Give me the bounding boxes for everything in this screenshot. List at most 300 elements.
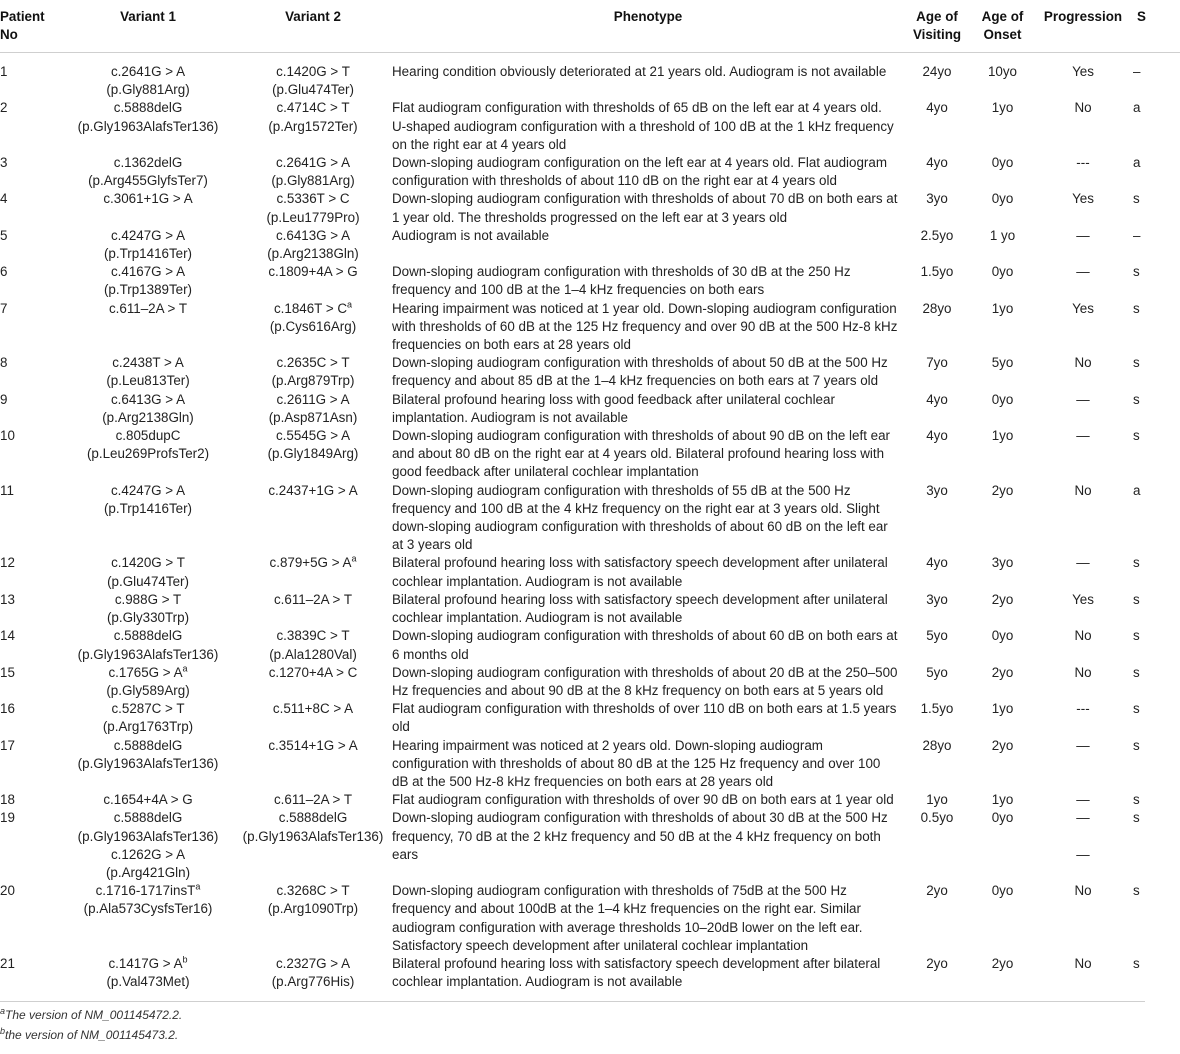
variant-2-cdna-text: c.4714C > T [276, 100, 350, 116]
cell-age-of-visiting: 5yo [926, 628, 948, 644]
cell-age-of-visiting: 2.5yo [920, 227, 954, 243]
cell-age-of-visiting: 4yo [926, 428, 948, 444]
cell-progression [1039, 53, 1127, 100]
variant-1-protein [60, 81, 236, 99]
table-row [0, 190, 1180, 226]
variant-1-protein-text: (p.Val473Met) [106, 974, 190, 990]
variant-2-protein-text: (p.Asp871Asn) [268, 409, 358, 425]
header-last-column: S [1127, 0, 1180, 53]
variant-1-protein [60, 372, 236, 390]
cell-phenotype: Down-sloping audiogram configuration with thresholds of about 70 dB on both ears at 1 year old. The thresholds progressed on the left ear at 3 years old [392, 191, 898, 225]
variant-1-protein-text: (p.Gly589Arg) [106, 682, 190, 698]
cell-age-of-onset: 10yo [987, 64, 1018, 79]
cell-age-of-visiting: 0.5yo [920, 810, 954, 826]
cell-phenotype: Down-sloping audiogram configuration with thresholds of about 20 dB at the 250–500 Hz frequencies and about 90 dB at the 8 kHz frequency on both ears at 5 years old [392, 664, 898, 698]
variant-1-cdna-text: c.5888delG [113, 810, 183, 826]
cell-age-of-onset: 0yo [991, 391, 1014, 407]
progression-value: — [1076, 428, 1090, 444]
variant-2-cdna-text: c.2641G > A [275, 155, 351, 171]
table-row [0, 263, 1180, 299]
variant-1-cdna-text: c.988G > T [114, 591, 182, 607]
variant-1-protein [60, 609, 236, 627]
variant-2-cdna-text: c.5336T > C [276, 191, 350, 207]
variant-1-protein-text: (p.Arg1763Trp) [102, 719, 194, 735]
variant-1-protein [60, 718, 236, 736]
cell-last-column: s [1133, 883, 1140, 899]
cell-patient-no: 4 [0, 191, 8, 207]
cell-patient-no: 12 [0, 555, 15, 571]
cell-phenotype: Bilateral profound hearing loss with good feedback after unilateral cochlear implantation. Audiogram is not available [392, 391, 835, 425]
variant-2-cdna [240, 700, 386, 718]
variant-1-cdna [60, 955, 236, 973]
variant-2-cdna-text: c.611–2A > T [273, 792, 353, 808]
table-row [0, 154, 1180, 190]
variant-2-cdna-text: c.3514+1G > A [268, 737, 358, 753]
cell-patient-no: 3 [0, 155, 8, 171]
cell-age-of-onset: 0yo [991, 810, 1014, 826]
variant-1-cdna [60, 154, 236, 172]
variant-2-cdna [240, 391, 386, 409]
cell-last-column: s [1133, 955, 1140, 971]
footnote-a-mark: a [0, 1006, 6, 1016]
cell-age-of-visiting: 1.5yo [920, 701, 954, 717]
cell-last-column: s [1133, 264, 1140, 280]
cell-age-of-onset: 0yo [991, 191, 1014, 207]
cell-variant-2 [238, 591, 388, 627]
variant-2-cdna-text: c.3839C > T [276, 628, 350, 644]
progression-value: — [1076, 810, 1090, 826]
variant-2-cdna [240, 427, 386, 445]
cell-last-column: s [1133, 792, 1140, 808]
variant-1-cdna-footnote-mark: a [195, 881, 201, 892]
progression-value: No [1074, 100, 1092, 116]
cell-phenotype: Hearing impairment was noticed at 2 years old. Down-sloping audiogram configuration with thresholds of about 80 dB at the 125 Hz frequency and over 100 dB at the 500 Hz-8 kHz frequencies on both ears at 28 years old [392, 737, 881, 789]
cell-patient-no: 19 [0, 810, 15, 826]
variant-1-protein-text: (p.Ala573CysfsTer16) [83, 901, 213, 917]
cell-last-column: s [1133, 191, 1140, 207]
variant-2-cdna [240, 263, 386, 281]
cell-progression [1039, 737, 1127, 792]
cell-variant-2 [238, 554, 388, 590]
cell-age-of-onset: 1 yo [989, 227, 1016, 243]
cell-age-of-visiting: 28yo [922, 737, 952, 753]
cell-variant-1 [58, 554, 238, 590]
cell-progression [1039, 554, 1127, 590]
variant-1-cdna-second [60, 846, 236, 864]
variant-1-cdna [60, 427, 236, 445]
variant-2-protein-text: (p.Cys616Arg) [269, 318, 357, 334]
variant-2-protein-text: (p.Arg776His) [271, 974, 355, 990]
cell-age-of-onset: 2yo [991, 591, 1014, 607]
variant-1-cdna-text: c.2641G > A [110, 64, 186, 79]
cell-last-column: s [1133, 810, 1140, 826]
cell-age-of-onset: 0yo [991, 264, 1014, 280]
variant-2-cdna-footnote-mark: a [347, 299, 353, 310]
progression-spacer [1041, 828, 1125, 846]
cell-patient-no: 10 [0, 428, 15, 444]
variant-2-protein-text: (p.Arg2138Gln) [267, 246, 359, 262]
cell-variant-1 [58, 882, 238, 955]
progression-value: — [1076, 555, 1090, 571]
header-variant-2: Variant 2 [238, 0, 388, 53]
cell-progression [1039, 427, 1127, 482]
variant-1-protein [60, 755, 236, 773]
cell-age-of-visiting: 5yo [926, 664, 948, 680]
cell-variant-2 [238, 154, 388, 190]
variant-1-cdna-text: c.2438T > A [112, 355, 184, 371]
footnote-b-text: the version of NM_001145473.2. [5, 1028, 179, 1042]
variant-1-protein-text: (p.Gly1963AlafsTer136) [77, 646, 219, 662]
variant-1-cdna-text: c.6413G > A [110, 391, 186, 407]
cell-last-column: s [1133, 555, 1140, 571]
cell-variant-1 [58, 300, 238, 355]
cell-age-of-visiting: 4yo [926, 100, 948, 116]
cell-patient-no: 5 [0, 227, 8, 243]
cell-age-of-visiting: 3yo [926, 191, 948, 207]
cell-variant-2 [238, 53, 388, 100]
cell-phenotype: Down-sloping audiogram configuration with thresholds of 55 dB at the 500 Hz frequency and 100 dB at the 4 kHz frequency on the right ear at 3 years old. Slight down-sloping audiogram configuration with thresholds of about 60 dB on the left ear at 3 years old [392, 482, 888, 553]
cell-progression [1039, 482, 1127, 555]
cell-progression [1039, 99, 1127, 154]
variant-1-protein-text: (p.Gly330Trp) [106, 610, 190, 626]
cell-progression [1039, 154, 1127, 190]
cell-phenotype: Down-sloping audiogram configuration with thresholds of about 50 dB at the 500 Hz frequency and about 85 dB at the 1–4 kHz frequencies on both ears at 7 years old [392, 355, 888, 389]
cell-last-column: s [1133, 628, 1140, 644]
variant-1-protein-text: (p.Arg2138Gln) [102, 409, 194, 425]
header-progression: Progression [1039, 0, 1127, 53]
cell-age-of-visiting: 4yo [926, 155, 948, 171]
header-age-of-visiting: Age of Visiting [908, 0, 966, 53]
cell-variant-1 [58, 99, 238, 154]
variant-1-protein [60, 409, 236, 427]
cell-phenotype: Audiogram is not available [392, 227, 550, 243]
cell-patient-no: 11 [0, 482, 14, 498]
variant-1-cdna-text: c.1654+4A > G [103, 792, 193, 808]
variant-1-cdna [60, 354, 236, 372]
variant-2-cdna-text: c.6413G > A [275, 227, 351, 243]
table-row [0, 591, 1180, 627]
table-body [0, 53, 1180, 998]
variant-2-cdna-text: c.2437+1G > A [268, 482, 358, 498]
header-phenotype: Phenotype [388, 0, 908, 53]
variant-1-cdna-text: c.5888delG [113, 737, 183, 753]
variant-1-cdna-footnote-mark: b [182, 954, 188, 965]
table-row [0, 791, 1180, 809]
variant-2-cdna [240, 591, 386, 609]
table-row [0, 955, 1180, 997]
cell-progression [1039, 591, 1127, 627]
footnote-b [0, 1027, 178, 1043]
footnote-a-text: The version of NM_001145472.2. [5, 1008, 183, 1022]
variant-2-cdna [240, 63, 386, 81]
variant-2-cdna [240, 482, 386, 500]
cell-variant-1 [58, 482, 238, 555]
cell-age-of-visiting: 24yo [922, 64, 952, 79]
cell-phenotype: Bilateral profound hearing loss with satisfactory speech development after unilateral cochlear implantation. Audiogram is not available [392, 555, 888, 589]
cell-last-column: s [1133, 391, 1140, 407]
cell-progression [1039, 190, 1127, 226]
cell-progression [1039, 300, 1127, 355]
cell-patient-no: 14 [0, 628, 15, 644]
cell-age-of-visiting: 7yo [926, 355, 948, 371]
cell-variant-1 [58, 427, 238, 482]
cell-variant-1 [58, 53, 238, 100]
variant-2-cdna [240, 354, 386, 372]
variant-1-cdna-text: c.4247G > A [110, 227, 186, 243]
variant-1-protein [60, 646, 236, 664]
progression-value: --- [1076, 155, 1090, 171]
header-patient-no: Patient No [0, 0, 58, 53]
variant-2-cdna-text: c.2611G > A [276, 391, 350, 407]
variant-2-cdna [240, 227, 386, 245]
cell-age-of-onset: 0yo [991, 883, 1014, 899]
table-row [0, 664, 1180, 700]
cell-last-column: s [1133, 355, 1140, 371]
cell-phenotype: Flat audiogram configuration with thresholds of over 90 dB on both ears at 1 year old [392, 792, 894, 808]
variant-1-cdna [60, 263, 236, 281]
cell-age-of-visiting: 2yo [926, 955, 948, 971]
variant-1-protein [60, 828, 236, 846]
variant-1-protein [60, 245, 236, 263]
variant-2-protein-text: (p.Glu474Ter) [272, 82, 354, 98]
table-header [0, 0, 1180, 53]
variant-1-protein [60, 118, 236, 136]
variant-2-protein [240, 372, 386, 390]
variant-2-cdna-text: c.1846T > C [273, 300, 348, 316]
cell-age-of-onset: 2yo [991, 664, 1014, 680]
cell-age-of-onset: 1yo [991, 100, 1014, 116]
variant-2-cdna [240, 737, 386, 755]
variant-2-protein [240, 245, 386, 263]
cell-progression [1039, 263, 1127, 299]
cell-variant-2 [238, 263, 388, 299]
variant-2-cdna-text: c.2635C > T [276, 355, 350, 371]
table-row [0, 99, 1180, 154]
variant-1-cdna-text: c.5888delG [113, 628, 183, 644]
variant-2-cdna [240, 882, 386, 900]
variant-1-cdna [60, 63, 236, 81]
variant-2-cdna-text: c.1420G > T [276, 64, 350, 79]
cell-phenotype: Hearing impairment was noticed at 1 year old. Down-sloping audiogram configuration with thresholds of 60 dB at the 125 Hz frequency and over 90 dB at the 500 Hz-8 kHz frequencies on both ears at 28 years old [392, 300, 898, 353]
cell-variant-2 [238, 700, 388, 736]
variant-1-cdna-text: c.5888delG [113, 100, 183, 116]
variant-1-cdna [60, 227, 236, 245]
variant-2-protein-text: (p.Ala1280Val) [269, 646, 357, 662]
variant-1-cdna [60, 391, 236, 409]
cell-age-of-visiting: 4yo [926, 555, 948, 571]
variant-2-cdna [240, 955, 386, 973]
variant-1-cdna-text: c.4247G > A [110, 482, 186, 498]
cell-phenotype: Down-sloping audiogram configuration with thresholds of 75dB at the 500 Hz frequency and about 100dB at the 1–4 kHz frequencies on the right ear. Similar audiogram configuration with average thresholds 10–20dB lower on the left ear. Satisfactory speech development after unilateral cochlear implantation [392, 883, 863, 953]
cell-variant-2 [238, 300, 388, 355]
cell-variant-1 [58, 955, 238, 997]
progression-value: — [1076, 264, 1090, 280]
variant-2-protein [240, 318, 386, 336]
variant-2-protein [240, 209, 386, 227]
cell-patient-no: 15 [0, 664, 15, 680]
cell-patient-no: 2 [0, 100, 8, 116]
variant-2-cdna-text: c.1809+4A > G [268, 264, 358, 280]
variant-1-protein [60, 281, 236, 299]
variant-1-protein-second-text: (p.Arg421Gln) [105, 864, 191, 880]
table-row [0, 391, 1180, 427]
variant-1-cdna [60, 99, 236, 117]
cell-variant-2 [238, 482, 388, 555]
variant-2-protein-text: (p.Arg1572Ter) [268, 118, 358, 134]
cell-age-of-visiting: 1.5yo [920, 264, 954, 280]
cell-age-of-visiting: 28yo [922, 300, 952, 316]
variant-2-protein [240, 172, 386, 190]
cell-variant-2 [238, 955, 388, 997]
cell-last-column: s [1133, 701, 1140, 717]
progression-value: No [1074, 883, 1092, 899]
variant-1-cdna [60, 664, 236, 682]
cell-age-of-onset: 1yo [991, 701, 1014, 717]
variant-1-cdna-text: c.611–2A > T [108, 300, 188, 316]
variant-2-protein-text: (p.Gly881Arg) [271, 173, 355, 189]
cell-variant-1 [58, 700, 238, 736]
progression-value: — [1076, 391, 1090, 407]
cell-progression [1039, 627, 1127, 663]
cell-last-column: s [1133, 664, 1140, 680]
cell-last-column: a [1133, 482, 1141, 498]
footnote-b-mark: b [0, 1026, 6, 1036]
variant-2-protein [240, 973, 386, 991]
cell-age-of-visiting: 2yo [926, 883, 948, 899]
cell-patient-no: 18 [0, 792, 15, 808]
cell-progression [1039, 354, 1127, 390]
variant-2-protein [240, 118, 386, 136]
variant-1-protein-text: (p.Gly881Arg) [106, 82, 190, 98]
variant-1-cdna [60, 809, 236, 827]
variant-2-protein [240, 445, 386, 463]
variant-1-protein-second [60, 864, 236, 882]
progression-value: Yes [1072, 191, 1094, 207]
cell-phenotype: Down-sloping audiogram configuration on the left ear at 4 years old. Flat audiogram configuration with thresholds of about 110 dB on the right ear at 4 years old [392, 155, 887, 189]
cell-variant-1 [58, 791, 238, 809]
variant-1-cdna [60, 300, 236, 318]
cell-last-column: – [1133, 64, 1141, 79]
variant-1-protein-text: (p.Arg455GlyfsTer7) [88, 173, 208, 189]
cell-progression [1039, 791, 1127, 809]
cell-last-column: a [1133, 155, 1141, 171]
progression-value: Yes [1072, 64, 1094, 79]
cell-last-column: s [1133, 300, 1140, 316]
cell-patient-no: 7 [0, 300, 8, 316]
variant-1-cdna-text: c.5287C > T [111, 701, 185, 717]
variant-2-cdna-text: c.3268C > T [276, 883, 350, 899]
cell-last-column: – [1133, 227, 1141, 243]
cell-progression [1039, 809, 1127, 882]
cell-variant-2 [238, 809, 388, 882]
variant-1-cdna-text: c.1420G > T [111, 555, 185, 571]
variant-2-cdna [240, 99, 386, 117]
progression-value: --- [1076, 701, 1090, 717]
variant-1-protein-text: (p.Leu269ProfsTer2) [86, 446, 210, 462]
cell-variant-1 [58, 190, 238, 226]
variant-1-protein [60, 445, 236, 463]
table-row [0, 700, 1180, 736]
variant-2-protein [240, 828, 386, 846]
progression-value: No [1074, 355, 1092, 371]
variant-2-protein [240, 646, 386, 664]
variant-2-protein [240, 81, 386, 99]
cell-age-of-visiting: 1yo [926, 792, 948, 808]
cell-age-of-visiting: 3yo [926, 482, 948, 498]
table-row [0, 809, 1180, 882]
cell-variant-1 [58, 809, 238, 882]
variant-1-protein-text: (p.Trp1416Ter) [103, 500, 193, 516]
variant-1-cdna [60, 700, 236, 718]
variant-1-protein-text: (p.Gly1963AlafsTer136) [77, 118, 219, 134]
table-row [0, 53, 1180, 100]
cell-progression [1039, 391, 1127, 427]
variant-2-cdna [240, 809, 386, 827]
cell-age-of-onset: 1yo [991, 300, 1014, 316]
variant-2-protein-text: (p.Gly1849Arg) [267, 446, 359, 462]
variant-1-cdna-text: c.1417G > A [108, 955, 183, 971]
variant-1-cdna [60, 882, 236, 900]
variant-1-cdna [60, 791, 236, 809]
variant-2-cdna-text: c.1270+4A > C [268, 664, 358, 680]
progression-value: — [1076, 737, 1090, 753]
variant-1-cdna [60, 627, 236, 645]
variant-1-cdna [60, 190, 236, 208]
progression-value-second: — [1076, 846, 1090, 862]
cell-patient-no: 16 [0, 701, 15, 717]
variant-2-protein-text: (p.Arg879Trp) [271, 373, 355, 389]
cell-variant-1 [58, 391, 238, 427]
variant-2-protein [240, 409, 386, 427]
variant-2-cdna [240, 554, 386, 572]
variant-1-cdna-text: c.1765G > A [108, 664, 183, 680]
cell-progression [1039, 955, 1127, 997]
cell-variant-2 [238, 190, 388, 226]
progression-value: — [1076, 792, 1090, 808]
cell-progression [1039, 227, 1127, 263]
cell-variant-2 [238, 882, 388, 955]
header-variant-1: Variant 1 [58, 0, 238, 53]
variant-1-protein [60, 573, 236, 591]
variant-1-cdna [60, 737, 236, 755]
cell-age-of-onset: 1yo [991, 792, 1014, 808]
cell-patient-no: 20 [0, 883, 15, 899]
variant-2-protein [240, 900, 386, 918]
table-row [0, 554, 1180, 590]
cell-patient-no: 17 [0, 737, 15, 753]
cell-phenotype: Flat audiogram configuration with thresholds of 65 dB on the left ear at 4 years old. U-shaped audiogram configuration with a threshold of 100 dB at the 1 kHz frequency on the right ear at 4 years old [392, 100, 894, 152]
cell-last-column: s [1133, 591, 1140, 607]
cell-phenotype: Down-sloping audiogram configuration with thresholds of about 60 dB on both ears at 6 months old [392, 628, 898, 662]
cell-patient-no: 13 [0, 591, 15, 607]
variant-1-cdna-footnote-mark: a [182, 663, 188, 674]
variant-1-cdna-text: c.805dupC [115, 428, 181, 444]
variant-2-cdna [240, 627, 386, 645]
cell-phenotype: Down-sloping audiogram configuration with thresholds of about 30 dB at the 500 Hz frequency, 70 dB at the 2 kHz frequency and 50 dB at the 4 kHz frequency on both ears [392, 810, 888, 862]
variant-1-cdna [60, 554, 236, 572]
cell-variant-1 [58, 627, 238, 663]
cell-variant-2 [238, 391, 388, 427]
cell-variant-1 [58, 664, 238, 700]
table-row [0, 482, 1180, 555]
variant-1-cdna-text: c.4167G > A [110, 264, 186, 280]
cell-age-of-visiting: 3yo [926, 591, 948, 607]
table-row [0, 227, 1180, 263]
cell-variant-1 [58, 737, 238, 792]
cell-patient-no: 9 [0, 391, 8, 407]
header-age-of-onset: Age of Onset [966, 0, 1039, 53]
cell-phenotype: Hearing condition obviously deteriorated at 21 years old. Audiogram is not available [392, 64, 887, 79]
